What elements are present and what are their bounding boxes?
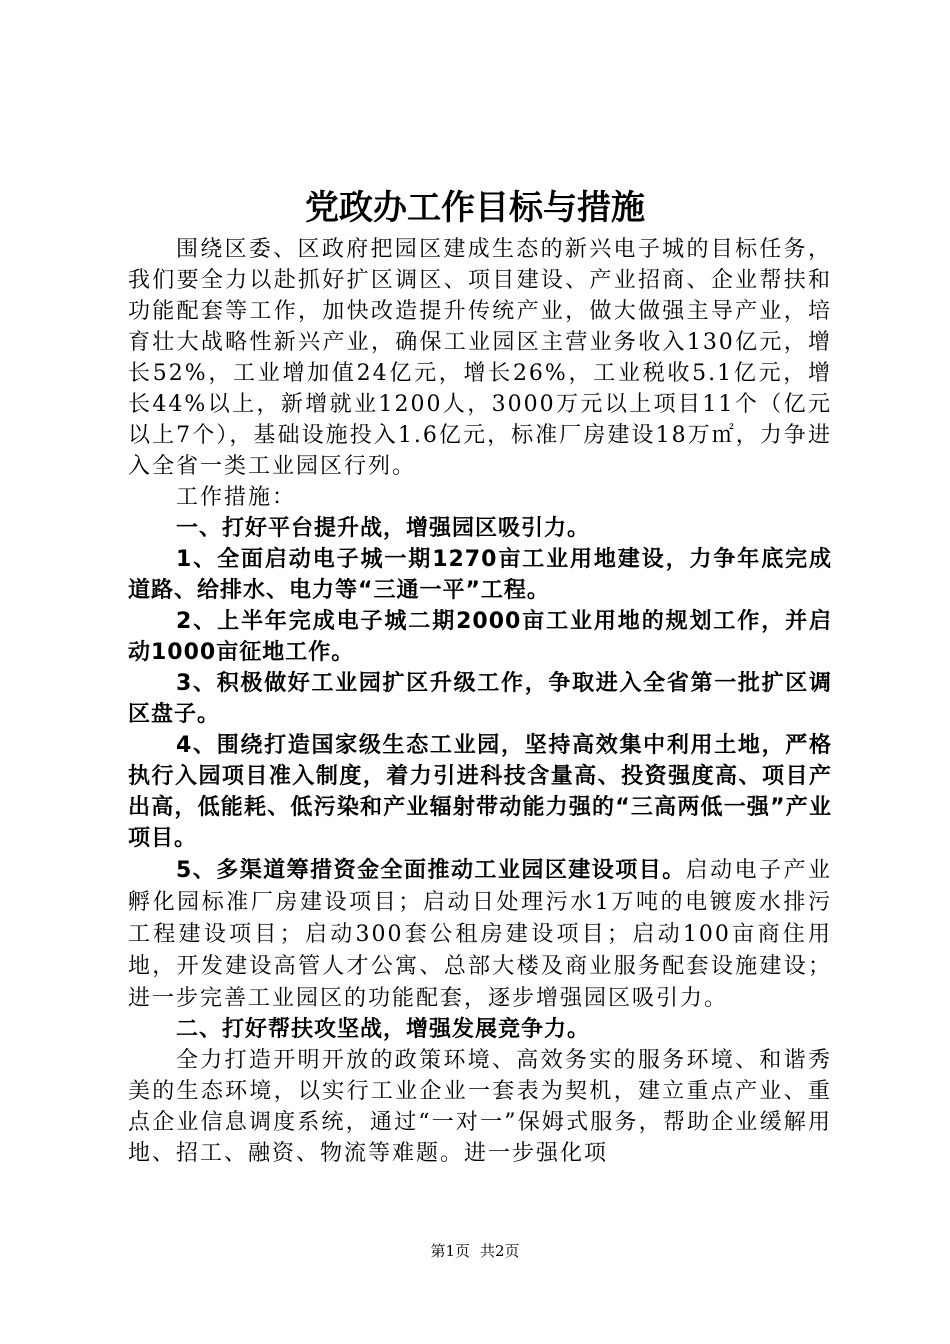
intro-paragraph: 围绕区委、区政府把园区建成生态的新兴电子城的目标任务，我们要全力以赴抓好扩区调区、项目建设、产业招商、企业帮扶和功能配套等工作，加快改造提升传统产业，做大做强主导产业，培育壮大战略性新兴产业，确保工业园区主营业务收入130亿元，增长52%，工业增加值24亿元，增长26%，工业税收5.1亿元，增长44%以上，新增就业1200人，3000万元以上项目11个（亿元以上7个），基础设施投入1.6亿元，标准厂房建设18万㎡，力争进入全省一类工业园区行列。 — [128, 237, 832, 479]
measure-item-3: 3、积极做好工业园扩区升级工作，争取进入全省第一批扩区调区盘子。 — [128, 671, 832, 727]
measure-item-1: 1、全面启动电子城一期1270亩工业用地建设，力争年底完成道路、给排水、电力等“三通一平”工程。 — [128, 547, 832, 603]
page-total: 共2页 — [480, 1242, 520, 1260]
document-title: 党政办工作目标与措施 — [305, 188, 645, 228]
section-heading-1: 一、打好平台提升战，增强园区吸引力。 — [176, 516, 591, 541]
page-footer — [0, 1241, 950, 1261]
measure-item-2: 2、上半年完成电子城二期2000亩工业用地的规划工作，并启动1000亩征地工作。 — [128, 609, 832, 665]
measure-item-4: 4、围绕打造国家级生态工业园，坚持高效集中利用土地，严格执行入园项目准入制度，着力引进科技含量高、投资强度高、项目产出高，低能耗、低污染和产业辐射带动能力强的“三高两低一强”产业项目。 — [128, 733, 832, 851]
measure-item-5 — [128, 854, 832, 1014]
document-body — [128, 234, 832, 1169]
support-paragraph: 全力打造开明开放的政策环境、高效务实的服务环境、和谐秀美的生态环境，以实行工业企业一套表为契机，建立重点产业、重点企业信息调度系统，通过“一对一”保姆式服务，帮助企业缓解用地、招工、融资、物流等难题。进一步强化项 — [128, 1048, 832, 1166]
page-number: 第1页 — [430, 1242, 470, 1260]
section-heading-2: 二、打好帮扶攻坚战，增强发展竞争力。 — [176, 1017, 591, 1042]
measure-item-5-lead: 5、多渠道筹措资金全面推动工业园区建设项目。 — [176, 858, 686, 883]
measure-item-5-detail: 启动电子产业孵化园标准厂房建设项目；启动日处理污水1万吨的电镀废水排污工程建设项目；启动300套公租房建设项目；启动100亩商住用地，开发建设高管人才公寓、总部大楼及商业服务配套设施建设；进一步完善工业园区的功能配套，逐步增强园区吸引力。 — [128, 858, 832, 1011]
measures-label: 工作措施： — [176, 485, 297, 510]
